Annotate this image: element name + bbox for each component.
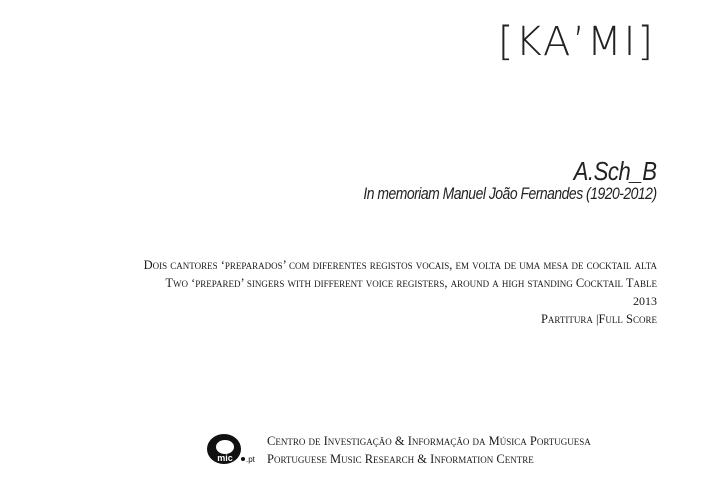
mic-logo-suffix: .pt xyxy=(246,455,255,464)
work-title: A.Sch_B xyxy=(573,156,657,186)
dedication-subtitle: In memoriam Manuel João Fernandes (1920-2012) xyxy=(363,184,657,204)
description-portuguese: Dois cantores ‘preparados’ com diferentes registos vocais, em volta de uma mesa de cocktail alta xyxy=(143,258,657,272)
mic-logo-label: mic xyxy=(217,453,233,463)
logo-close-bracket: ] xyxy=(637,19,655,65)
description-english: Two ‘prepared’ singers with different voice registers, around a high standing Cocktail Table xyxy=(165,276,657,290)
kami-logo xyxy=(497,19,655,65)
mic-logo-icon xyxy=(205,432,261,468)
footer-text xyxy=(267,432,591,468)
logo-text: KA’MI xyxy=(515,19,638,65)
composition-year: 2013 xyxy=(633,294,657,308)
publisher-name-english: Portuguese Music Research & Information Centre xyxy=(267,452,534,466)
score-type-label: Partitura |Full Score xyxy=(540,312,657,326)
publisher-name-portuguese: Centro de Investigação & Informação da Música Portuguesa xyxy=(267,434,591,448)
description-block xyxy=(144,256,657,328)
title-block xyxy=(299,158,657,204)
logo-open-bracket: [ xyxy=(497,19,516,65)
